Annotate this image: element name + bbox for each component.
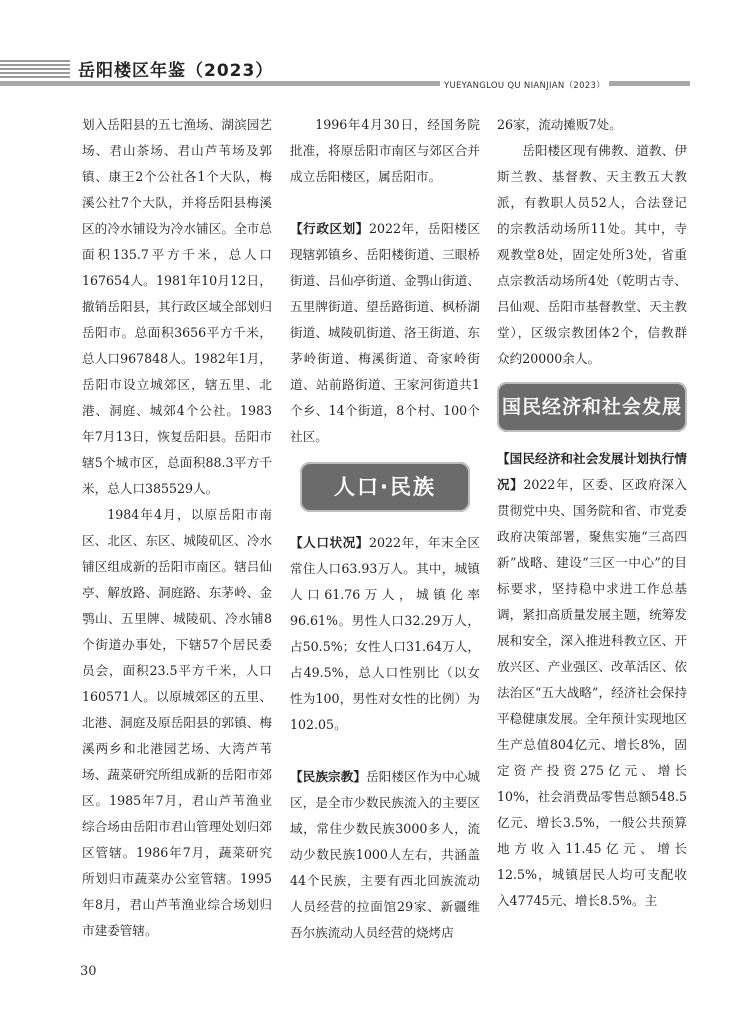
- yearbook-subtitle: YUEYANGLOU QU NIANJIAN（2023）: [440, 79, 609, 91]
- ethnicity-religion-heading: 【民族宗教】: [290, 769, 367, 784]
- section-population: [290, 530, 480, 738]
- section-admin-division: [290, 216, 480, 450]
- text-column-3: [497, 112, 687, 914]
- economic-plan-heading: 【国民经济和社会发展计划执行情况】: [497, 451, 687, 492]
- paragraph-ethnicity-continued: 26家，流动摊贩7处。: [497, 117, 622, 132]
- admin-division-heading: 【行政区划】: [290, 221, 369, 236]
- population-text: 2022年，年末全区常住人口63.93万人。其中，城镇人口61.76万人，城镇化率96.61%。男性人口32.29万人，占50.5%；女性人口31.64万人，占49.5%，总人口性别比（以女性为100，男性对女性的比例）为102.05。: [290, 535, 480, 732]
- section-ethnicity-religion: [290, 764, 480, 946]
- page-number: 30: [80, 964, 97, 979]
- ethnicity-religion-text: 岳阳楼区作为中心城区，是全市少数民族流入的主要区域，常住少数民族3000多人，流动少数民族1000人左右，共涵盖44个民族，主要有西北回族流动人员经营的拉面馆29家、新疆维吾尔族流动人员经营的烧烤店: [290, 769, 480, 940]
- admin-division-text: 2022年，岳阳楼区现辖郭镇乡、岳阳楼街道、三眼桥街道、吕仙亭街道、金鹗山街道、五里牌街道、望岳路街道、枫桥湖街道、城陵矶街道、洛王街道、东茅岭街道、梅溪街道、奇家岭街道、站前路街道、王家河街道共1个乡、14个街道，8个村、100个社区。: [290, 221, 480, 444]
- population-ethnicity-banner: 人口·民族: [300, 462, 470, 512]
- spacer: [290, 738, 480, 764]
- paragraph-religion: 岳阳楼区现有佛教、道教、伊斯兰教、基督教、天主教五大教派，有教职人员52人，合法登记的宗教活动场所11处。其中，寺观教堂8处，固定处所3处，省重点宗教活动场所4处（乾明古寺、吕仙观、岳阳市基督教堂、天主教堂），区级宗教团体2个，信教群众约20000余人。: [497, 143, 687, 366]
- text-column-1: [82, 112, 272, 944]
- paragraph-history-1984: 1984年4月，以原岳阳市南区、北区、东区、城陵矶区、冷水铺区组成新的岳阳市南区。辖吕仙亭、解放路、洞庭路、东茅岭、金鹗山、五里牌、城陵矶、冷水铺8个街道办事处，下辖57个居民委员会，面积23.5平方千米，人口160571人。以原城郊区的五里、北港、洞庭及原岳阳县的郭镇、梅溪两乡和北港园艺场、大湾芦苇场、蔬菜研究所组成新的岳阳市郊区。1985年7月，君山芦苇渔业综合场由岳阳市君山管理处划归郊区管辖。1986年7月，蔬菜研究所划归市蔬菜办公室管辖。1995年8月，君山芦苇渔业综合场划归市建委管辖。: [82, 507, 272, 938]
- section-economic-plan: [497, 446, 687, 914]
- text-column-2: [290, 112, 480, 946]
- economic-plan-text: 2022年，区委、区政府深入贯彻党中央、国务院和省、市党委政府决策部署，聚焦实施“三高四新”战略、建设“三区一中心”的目标要求，坚持稳中求进工作总基调，紧扣高质量发展主题，统筹发展和安全，深入推进科教立区、开放兴区、产业强区、改革活区、依法治区“五大战略”，经济社会保持平稳健康发展。全年预计实现地区生产总值804亿元、增长8%，固定资产投资275亿元、增长10%，社会消费品零售总额548.5亿元、增长3.5%，一般公共预算地方收入11.45亿元、增长12.5%，城镇居民人均可支配收入47745元、增长8.5%。主: [497, 477, 687, 908]
- spacer: [290, 190, 480, 216]
- paragraph-history-1996: 1996年4月30日，经国务院批准，将原岳阳市南区与郊区合并成立岳阳楼区，属岳阳市。: [290, 117, 480, 184]
- economy-society-banner: 国民经济和社会发展: [497, 382, 687, 432]
- header-stripes-decoration: [0, 60, 70, 78]
- population-heading: 【人口状况】: [290, 535, 369, 550]
- paragraph-history-1981: 划入岳阳县的五七渔场、湖滨园艺场、君山茶场、君山芦苇场及郭镇、康王2个公社各1个大队，梅溪公社7个大队，并将岳阳县梅溪区的冷水铺设为冷水铺区。全市总面积135.7平方千米，总人口167654人。1981年10月12日，撤销岳阳县，其行政区域全部划归岳阳市。总面积3656平方千米，总人口967848人。1982年1月，岳阳市设立城郊区，辖五里、北港、洞庭、城郊4个公社。1983年7月13日，恢复岳阳县。岳阳市辖5个城市区，总面积88.3平方千米，总人口385529人。: [82, 117, 272, 496]
- yearbook-title: 岳阳楼区年鉴（2023）: [78, 61, 274, 81]
